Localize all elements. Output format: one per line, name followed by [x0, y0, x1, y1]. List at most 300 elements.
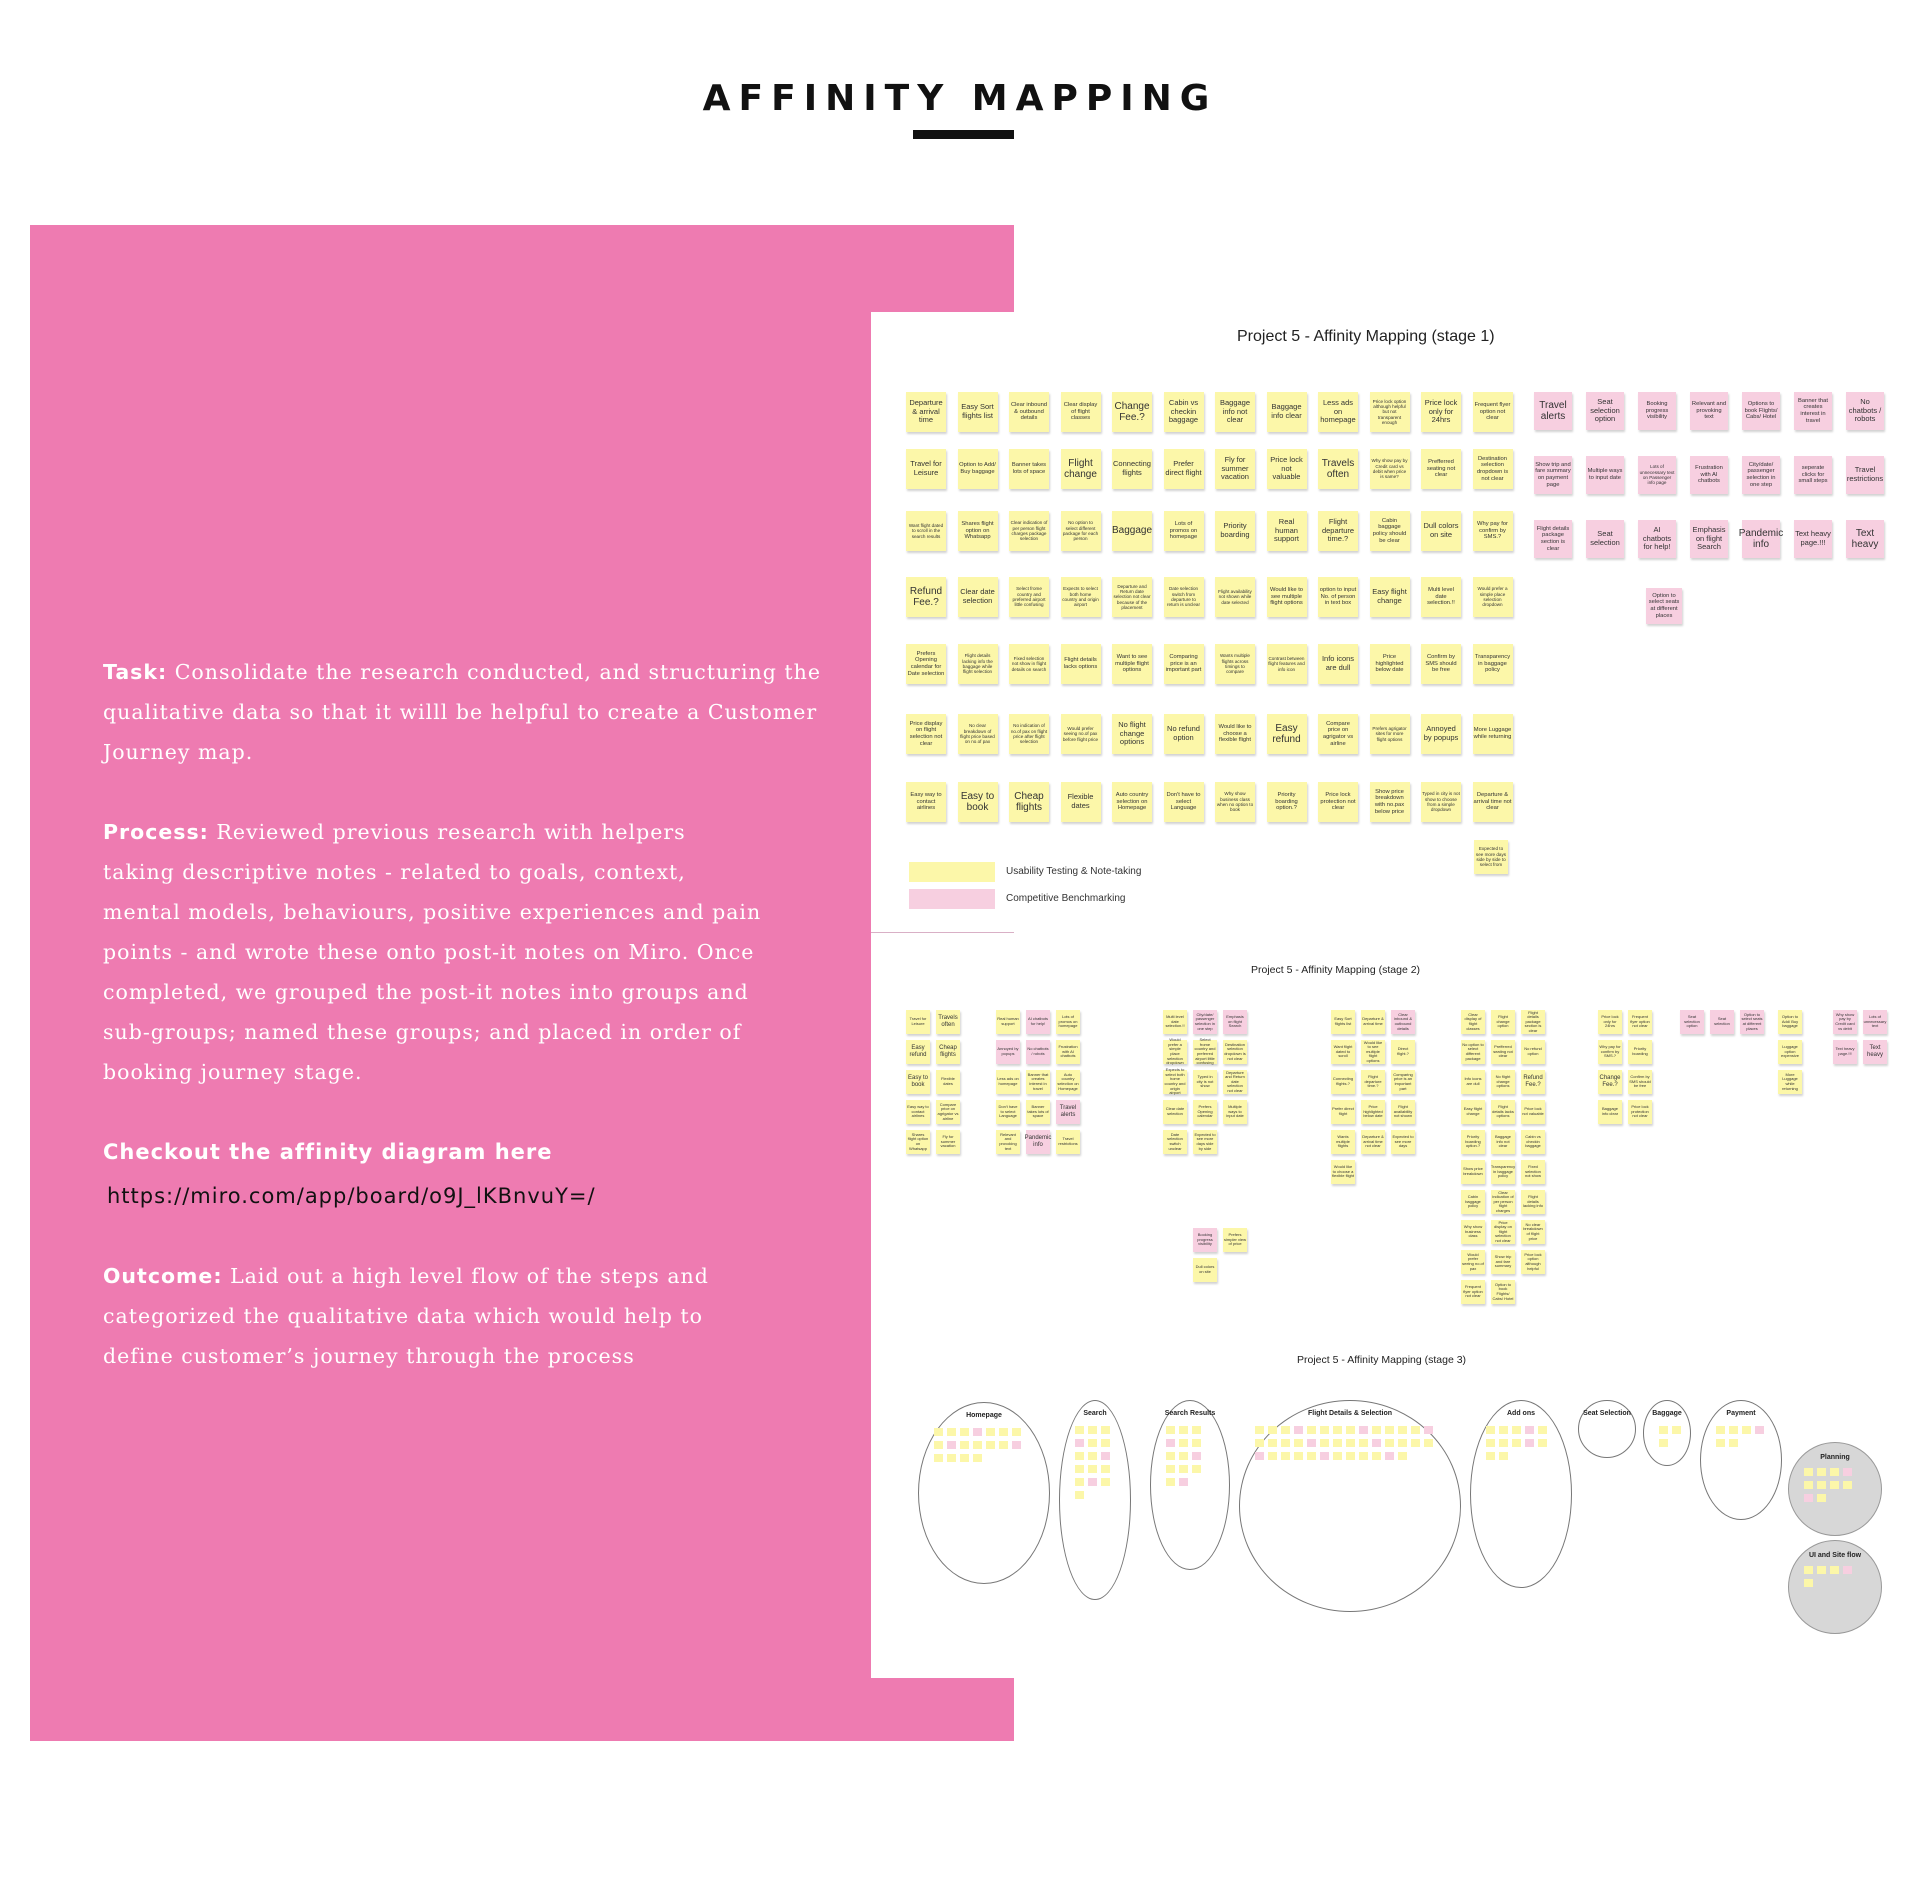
pink-sticky-note: Text heavy page.!!! [1794, 520, 1832, 558]
mini-sticky-note [1320, 1439, 1329, 1447]
yellow-sticky-note: Expected to see more days [1391, 1130, 1415, 1154]
yellow-sticky-note: Would like to choose a flexible flight [1331, 1160, 1355, 1184]
yellow-sticky-note: Clear indication of per person flight charges package selection [1009, 511, 1049, 551]
pink-sticky-note: Frustration with AI chatbots [1690, 456, 1728, 494]
yellow-sticky-note: option to input No. of person in text box [1318, 577, 1358, 617]
yellow-sticky-note: Departure & arrival time not clear [1473, 782, 1513, 822]
yellow-sticky-note: Flight availability not shown while date selected [1215, 577, 1255, 617]
yellow-sticky-note: Priority boarding option.? [1267, 782, 1307, 822]
yellow-sticky-note: Less ads on homepage [996, 1070, 1020, 1094]
yellow-sticky-note: Select frome country and preferred airport little confusing [1194, 1037, 1216, 1066]
pink-sticky-note: No chatbots / robots [1846, 392, 1884, 430]
yellow-sticky-note: Would like to see multiple flight options [1361, 1040, 1385, 1064]
yellow-sticky-note: Price lock only for 24hrs [1598, 1010, 1622, 1034]
mini-sticky-note [1281, 1426, 1290, 1434]
mini-sticky-note [973, 1441, 982, 1449]
yellow-sticky-note: Frequent flyer option not clear [1461, 1280, 1485, 1304]
yellow-sticky-note: Flexible dates [936, 1070, 960, 1094]
yellow-sticky-note: Departure & arrival time not clear [1361, 1130, 1385, 1154]
pink-sticky-note: Option to select seats at different places [1646, 588, 1682, 624]
yellow-sticky-note: Baggage info clear [1598, 1100, 1622, 1124]
mini-sticky-note [1268, 1452, 1277, 1460]
yellow-sticky-note: Travel for Leisure [906, 449, 946, 489]
mini-sticky-note [1179, 1426, 1188, 1434]
yellow-sticky-note: Easy way to contact airlines [906, 1100, 930, 1124]
yellow-sticky-note: Show price breakdown with no.pax below price [1370, 782, 1410, 822]
yellow-sticky-note: Price lock option although helpful [1521, 1250, 1545, 1274]
stage3-title: Project 5 - Affinity Mapping (stage 3) [1297, 1354, 1467, 1366]
yellow-sticky-note: Easy flight change [1370, 577, 1410, 617]
pink-sticky-note: Pandemic info [1026, 1130, 1050, 1154]
yellow-sticky-note: Frequent flyer option not clear [1473, 392, 1513, 432]
yellow-sticky-note: Expects to select both home country and origin airport [1164, 1067, 1186, 1096]
yellow-sticky-note: Easy to book [958, 782, 998, 822]
yellow-sticky-note: Expects to select both home country and origin airport [1061, 577, 1101, 617]
yellow-sticky-note: Want to see multiple flight options [1112, 644, 1152, 684]
mini-sticky-note [947, 1428, 956, 1436]
pink-sticky-note: City/date/ passenger selection in one step [1742, 456, 1780, 494]
mini-sticky-note [1359, 1426, 1368, 1434]
outcome-text: Laid out a high level flow of the steps and categorized the qualitative data which would help to define customer’s journey through the process [103, 1264, 709, 1368]
yellow-sticky-note: Why show business class [1461, 1220, 1485, 1244]
legend-label-pink: Competitive Benchmarking [1006, 893, 1126, 904]
yellow-sticky-note: Change Fee.? [1112, 392, 1152, 432]
yellow-sticky-note: Departure and Return date selection not clear [1223, 1070, 1247, 1094]
yellow-sticky-note: Travel for Leisure [906, 1010, 930, 1034]
yellow-sticky-note: Info icons are dull [1318, 644, 1358, 684]
yellow-sticky-note: No flight change options [1112, 714, 1152, 754]
yellow-sticky-note: No refund option [1521, 1040, 1545, 1064]
yellow-sticky-note: Cabin baggage policy should be clear [1370, 511, 1410, 551]
yellow-sticky-note: Fixed selection not show in flight details on search [1009, 644, 1049, 684]
mini-sticky-note [1486, 1439, 1495, 1447]
cluster-label: Homepage [966, 1412, 1002, 1419]
pink-sticky-note: Seat selection [1710, 1010, 1734, 1034]
mini-sticky-note [1088, 1426, 1097, 1434]
yellow-sticky-note: Transparency in baggage policy [1491, 1160, 1515, 1184]
yellow-sticky-note: Typed in city is not show [1193, 1070, 1217, 1094]
mini-sticky-note [1817, 1566, 1826, 1574]
cluster-label: Add ons [1507, 1410, 1535, 1417]
mini-sticky-note [1179, 1452, 1188, 1460]
yellow-sticky-note: Cheap flights [936, 1040, 960, 1064]
pink-sticky-note: Multiple ways to input date [1586, 456, 1624, 494]
mini-sticky-note [1012, 1441, 1021, 1449]
mini-sticky-note [1716, 1439, 1725, 1447]
yellow-sticky-note: Confirm by SMS should be free [1421, 644, 1461, 684]
yellow-sticky-note: Why pay for confirm by SMS.? [1598, 1040, 1622, 1064]
mini-sticky-note [1166, 1452, 1175, 1460]
mini-sticky-note [1255, 1439, 1264, 1447]
yellow-sticky-note: Info icons are dull [1461, 1070, 1485, 1094]
yellow-sticky-note: Compare price on agrigator vs airline [1318, 714, 1358, 754]
mini-sticky-note [1320, 1452, 1329, 1460]
yellow-sticky-note: Prefers agrigator sites for more flight options [1370, 714, 1410, 754]
yellow-sticky-note: No indication of no.of pax on flight price after flight selection [1009, 714, 1049, 754]
yellow-sticky-note: Shares flight option on Whatsapp [906, 1130, 930, 1154]
mini-sticky-note [1088, 1465, 1097, 1473]
yellow-sticky-note: Price display on flight selection not clear [1491, 1220, 1515, 1244]
mini-sticky-note [1088, 1452, 1097, 1460]
mini-sticky-note [1166, 1478, 1175, 1486]
yellow-sticky-note: Flight details lacks options [1061, 644, 1101, 684]
yellow-sticky-note: Price lock protection not clear [1628, 1100, 1652, 1124]
yellow-sticky-note: Frequent flyer option not clear [1628, 1010, 1652, 1034]
yellow-sticky-note: More Luggage while returning [1778, 1070, 1802, 1094]
mini-sticky-note [960, 1428, 969, 1436]
mini-sticky-note [1830, 1481, 1839, 1489]
yellow-sticky-note: Easy Sort flights list [958, 392, 998, 432]
yellow-sticky-note: No refund option [1164, 714, 1204, 754]
outcome-label: Outcome: [103, 1264, 223, 1288]
yellow-sticky-note: Prefers simpler view of price [1223, 1228, 1247, 1252]
mini-sticky-note [1268, 1439, 1277, 1447]
legend-swatch-pink [909, 889, 995, 909]
yellow-sticky-note: Prefer direct flight [1331, 1100, 1355, 1124]
yellow-sticky-note: Prefferred seating not clear [1491, 1040, 1515, 1064]
yellow-sticky-note: Easy to book [906, 1070, 930, 1094]
yellow-sticky-note: Clear date selection [958, 577, 998, 617]
mini-sticky-note [1359, 1452, 1368, 1460]
outcome-paragraph [103, 1256, 743, 1376]
mini-sticky-note [973, 1454, 982, 1462]
mini-sticky-note [1372, 1426, 1381, 1434]
pink-sticky-note: Show trip and fare summary on payment page [1534, 456, 1572, 494]
yellow-sticky-note: Want flight dated to scroll [1331, 1040, 1355, 1064]
yellow-sticky-note: Cabin vs checkin baggage [1521, 1130, 1545, 1154]
task-text: Consolidate the research conducted, and structuring the qualitative data so that it willl be helpful to create a Customer Journey map. [103, 660, 821, 764]
yellow-sticky-note: Prefers Opening calendar [1193, 1100, 1217, 1124]
yellow-sticky-note: Comparing price is an important part [1391, 1070, 1415, 1094]
mini-sticky-note [1398, 1426, 1407, 1434]
mini-sticky-note [1192, 1439, 1201, 1447]
yellow-sticky-note: Multi level date selection.!! [1421, 577, 1461, 617]
yellow-sticky-note: Relevant and provoking text [996, 1130, 1020, 1154]
yellow-sticky-note: Price lock option although helpful but not transparent enough [1370, 392, 1410, 432]
pink-sticky-note: Clear inbound & outbound details [1391, 1010, 1415, 1034]
mini-sticky-note [1294, 1426, 1303, 1434]
mini-sticky-note [1359, 1439, 1368, 1447]
mini-sticky-note [960, 1441, 969, 1449]
mini-sticky-note [1307, 1452, 1316, 1460]
mini-sticky-note [1372, 1439, 1381, 1447]
yellow-sticky-note: Baggage [1112, 511, 1152, 551]
yellow-sticky-note: No option to select different package for each person [1061, 511, 1101, 551]
yellow-sticky-note: Why pay for confirm by SMS.? [1473, 511, 1513, 551]
yellow-sticky-note: Multiple ways to input date [1223, 1100, 1247, 1124]
process-paragraph [103, 812, 763, 1092]
cluster-label: Payment [1726, 1410, 1756, 1417]
task-paragraph [103, 652, 843, 772]
mini-sticky-note [1075, 1426, 1084, 1434]
mini-sticky-note [1817, 1494, 1826, 1502]
pink-sticky-note: Booking progress visibility [1193, 1228, 1217, 1252]
yellow-sticky-note: Baggage info not clear [1215, 392, 1255, 432]
yellow-sticky-note: More Luggage while returning [1473, 714, 1513, 754]
mini-sticky-note [1499, 1452, 1508, 1460]
yellow-sticky-note: Clear inbound & outbound details [1009, 392, 1049, 432]
yellow-sticky-note: Cabin vs checkin baggage [1164, 392, 1204, 432]
miro-board-link[interactable]: https://miro.com/app/board/o9J_lKBnvuY=/ [107, 1184, 596, 1208]
yellow-sticky-note: Priority boarding [1215, 511, 1255, 551]
yellow-sticky-note: Price lock protection not clear [1318, 782, 1358, 822]
mini-sticky-note [1166, 1426, 1175, 1434]
mini-sticky-note [1499, 1439, 1508, 1447]
yellow-sticky-note: Clear indication of per person flight charges [1492, 1189, 1514, 1213]
mini-sticky-note [934, 1454, 943, 1462]
mini-sticky-note [1659, 1426, 1668, 1434]
yellow-sticky-note: Prefers Opening calendar for Date selection [906, 644, 946, 684]
mini-sticky-note [1538, 1439, 1547, 1447]
mini-sticky-note [1817, 1481, 1826, 1489]
mini-sticky-note [1804, 1468, 1813, 1476]
mini-sticky-note [1830, 1468, 1839, 1476]
mini-sticky-note [1294, 1452, 1303, 1460]
pink-sticky-note: Seat selection option [1680, 1010, 1704, 1034]
cluster-label: Baggage [1652, 1410, 1682, 1417]
mini-sticky-note [1255, 1426, 1264, 1434]
yellow-sticky-note: Don't have to select Language [996, 1100, 1020, 1124]
pink-sticky-note: Seat selection [1586, 520, 1624, 558]
mini-sticky-note [947, 1454, 956, 1462]
mini-sticky-note [1411, 1426, 1420, 1434]
yellow-sticky-note: Shares flight option on Whatsapp [958, 511, 998, 551]
mini-sticky-note [1088, 1439, 1097, 1447]
pink-sticky-note: Text heavy [1863, 1040, 1887, 1064]
cluster-label: Seat Selection [1583, 1410, 1631, 1417]
mini-sticky-note [973, 1428, 982, 1436]
task-label: Task: [103, 660, 168, 684]
pink-sticky-note: Options to book Flights/ Cabs/ Hotel [1742, 392, 1780, 430]
yellow-sticky-note: No clear breakdown of flight price [1521, 1220, 1545, 1244]
mini-sticky-note [1804, 1566, 1813, 1574]
pink-sticky-note: Travel alerts [1534, 392, 1572, 430]
yellow-sticky-note: Easy refund [1267, 714, 1307, 754]
pink-sticky-note: Banner that creates interest in travel [1794, 392, 1832, 430]
yellow-sticky-note: Expected to see more days side by side [1193, 1130, 1217, 1154]
mini-sticky-note [1088, 1478, 1097, 1486]
cluster-label: Flight Details & Selection [1307, 1410, 1392, 1417]
mini-sticky-note [1804, 1494, 1813, 1502]
mini-sticky-note [1179, 1465, 1188, 1473]
mini-sticky-note [1729, 1439, 1738, 1447]
yellow-sticky-note: Change Fee.? [1598, 1070, 1622, 1094]
mini-sticky-note [1512, 1426, 1521, 1434]
yellow-sticky-note: Priority boarding [1628, 1040, 1652, 1064]
mini-sticky-note [1075, 1465, 1084, 1473]
yellow-sticky-note: Travels often [1318, 449, 1358, 489]
yellow-sticky-note: No option to select different package [1461, 1040, 1485, 1064]
yellow-sticky-note: Annoyed by popups [1421, 714, 1461, 754]
pink-sticky-note: Travel restrictions [1846, 456, 1884, 494]
yellow-sticky-note: Why show pay by Credit card vs debit when price is same? [1370, 449, 1410, 489]
yellow-sticky-note: Prefferred seating not clear [1421, 449, 1461, 489]
yellow-sticky-note: Confirm by SMS should be free [1628, 1070, 1652, 1094]
yellow-sticky-note: Dull colors on site [1421, 511, 1461, 551]
yellow-sticky-note: Contrast between flight features and info icon [1267, 644, 1307, 684]
yellow-sticky-note: Easy way to contact airlines [906, 782, 946, 822]
mini-sticky-note [960, 1454, 969, 1462]
mini-sticky-note [1672, 1426, 1681, 1434]
mini-sticky-note [1075, 1439, 1084, 1447]
mini-sticky-note [1398, 1452, 1407, 1460]
yellow-sticky-note: Lots of promos on homepage [1056, 1010, 1080, 1034]
mini-sticky-note [1179, 1439, 1188, 1447]
mini-sticky-note [1716, 1426, 1725, 1434]
process-text: Reviewed previous research with helpers taking descriptive notes - related to goals, context, mental models, behaviours, positive experiences and pain points - and wrote these onto post-it notes on Miro. Once completed, we grouped the post-it notes into groups and sub-groups; named these groups; and placed in order of booking journey stage. [103, 820, 762, 1084]
yellow-sticky-note: Date selection switch unclear [1163, 1130, 1187, 1154]
yellow-sticky-note: Destination selection dropdown is not clear [1473, 449, 1513, 489]
yellow-sticky-note: Destination selection dropdown is not clear [1223, 1040, 1247, 1064]
mini-sticky-note [1012, 1428, 1021, 1436]
yellow-sticky-note: Less ads on homepage [1318, 392, 1358, 432]
yellow-sticky-note: Departure & arrival time [906, 392, 946, 432]
yellow-sticky-note: Priority boarding option.? [1461, 1130, 1485, 1154]
mini-sticky-note [1817, 1468, 1826, 1476]
mini-sticky-note [1307, 1439, 1316, 1447]
mini-sticky-note [1166, 1465, 1175, 1473]
mini-sticky-note [1385, 1452, 1394, 1460]
mini-sticky-note [1075, 1452, 1084, 1460]
mini-sticky-note [1499, 1426, 1508, 1434]
mini-sticky-note [1385, 1426, 1394, 1434]
yellow-sticky-note: Cheap flights [1009, 782, 1049, 822]
mini-sticky-note [1411, 1439, 1420, 1447]
pink-sticky-note: Why show pay by Credit card vs debit [1833, 1010, 1857, 1034]
yellow-sticky-note: Typed in city is not show to choose from a simple dropdown [1421, 782, 1461, 822]
pink-sticky-note: City/date/ passenger selection in one step [1193, 1010, 1217, 1034]
mini-sticky-note [1843, 1468, 1852, 1476]
mini-sticky-note [1346, 1439, 1355, 1447]
yellow-sticky-note: Flight details package section is clear [1521, 1010, 1545, 1034]
pink-sticky-note: Emphasis on flight Search [1223, 1010, 1247, 1034]
yellow-sticky-note: Transparency in baggage policy [1473, 644, 1513, 684]
yellow-sticky-note: Direct flight.? [1391, 1040, 1415, 1064]
yellow-sticky-note: Flight details lacking info [1521, 1190, 1545, 1214]
mini-sticky-note [1830, 1566, 1839, 1574]
legend-label-yellow: Usability Testing & Note-taking [1006, 866, 1142, 877]
yellow-sticky-note: Would prefer a simple place selection dropdown [1473, 577, 1513, 617]
mini-sticky-note [1372, 1452, 1381, 1460]
pink-sticky-note: Lots of unnecessary text on Passenger info page [1638, 456, 1676, 494]
yellow-sticky-note: Luggage option expensive [1778, 1040, 1802, 1064]
link-paragraph [103, 1132, 843, 1172]
yellow-sticky-note: Departure and Return date selection not clear because of the placement [1112, 577, 1152, 617]
pink-sticky-note: Booking progress visibility [1638, 392, 1676, 430]
yellow-sticky-note: Easy Sort flights list [1331, 1010, 1355, 1034]
pink-sticky-note: Pandemic info [1742, 520, 1780, 558]
pink-sticky-note: Text heavy page.!!! [1833, 1040, 1857, 1064]
process-label: Process: [103, 820, 209, 844]
yellow-sticky-note: Comparing price is an important part [1164, 644, 1204, 684]
mini-sticky-note [1268, 1426, 1277, 1434]
cluster-label: UI and Site flow [1808, 1552, 1862, 1559]
pink-sticky-note: AI chatbots for help! [1026, 1010, 1050, 1034]
yellow-sticky-note: Flight change [1061, 449, 1101, 489]
yellow-sticky-note: Clear display of flight classes [1061, 392, 1101, 432]
yellow-sticky-note: Would prefer a simple place selection dropdown [1163, 1040, 1187, 1064]
yellow-sticky-note: Easy refund [906, 1040, 930, 1064]
mini-sticky-note [1333, 1439, 1342, 1447]
mini-sticky-note [1424, 1439, 1433, 1447]
mini-sticky-note [1281, 1439, 1290, 1447]
mini-sticky-note [986, 1428, 995, 1436]
mini-sticky-note [1346, 1452, 1355, 1460]
cluster-label: Planning [1820, 1454, 1850, 1461]
pink-sticky-note: Flight details package section is clear [1534, 520, 1572, 558]
mini-sticky-note [1525, 1439, 1534, 1447]
pink-sticky-note: Relevant and provoking text [1690, 392, 1728, 430]
yellow-sticky-note: No flight change options [1491, 1070, 1515, 1094]
mini-sticky-note [1742, 1426, 1751, 1434]
pink-sticky-note: Option to select seats at different places [1740, 1010, 1764, 1034]
yellow-sticky-note: Expected to see more days side by side to select from [1474, 840, 1508, 874]
yellow-sticky-note: Option to book Flights/ Cabs/ Hotel [1491, 1280, 1515, 1304]
pink-sticky-note: Lots of unnecessary text [1863, 1010, 1887, 1034]
mini-sticky-note [1075, 1478, 1084, 1486]
yellow-sticky-note: Price lock only for 24hrs [1421, 392, 1461, 432]
yellow-sticky-note: Travels often [936, 1010, 960, 1034]
mini-sticky-note [999, 1441, 1008, 1449]
mini-sticky-note [1512, 1439, 1521, 1447]
pink-sticky-note: Text heavy [1846, 520, 1884, 558]
yellow-sticky-note: Would prefer seeing no.of pax [1461, 1250, 1485, 1274]
link-heading: Checkout the affinity diagram here [103, 1140, 553, 1164]
yellow-sticky-note: Select frome country and preferred airport little confusing [1009, 577, 1049, 617]
mini-sticky-note [947, 1441, 956, 1449]
yellow-sticky-note: Why show business class when no option to book [1215, 782, 1255, 822]
pink-sticky-note: Seat selection option [1586, 392, 1624, 430]
yellow-sticky-note: Would like to choose a flexible flight [1215, 714, 1255, 754]
yellow-sticky-note: Show price breakdown [1461, 1160, 1485, 1184]
yellow-sticky-note: Refund Fee.? [1521, 1070, 1545, 1094]
pink-sticky-note: Travel alerts [1056, 1100, 1080, 1124]
pink-sticky-note: No chatbots / robots [1026, 1040, 1050, 1064]
mini-sticky-note [1179, 1478, 1188, 1486]
yellow-sticky-note: Baggage info not clear [1491, 1130, 1515, 1154]
yellow-sticky-note: No clear breakdown of flight price based on no.of pax [958, 714, 998, 754]
yellow-sticky-note: Wants multiple flights [1331, 1130, 1355, 1154]
description-text [103, 652, 843, 1376]
pink-sticky-note: seperate clicks for small steps [1794, 456, 1832, 494]
yellow-sticky-note: Lots of promos on homepage [1164, 511, 1204, 551]
yellow-sticky-note: Flight departure time.? [1318, 511, 1358, 551]
yellow-sticky-note: Price lock not valuable [1521, 1100, 1545, 1124]
cluster-label: Search Results [1164, 1410, 1216, 1417]
yellow-sticky-note: Price highlighted below date [1370, 644, 1410, 684]
mini-sticky-note [986, 1441, 995, 1449]
yellow-sticky-note: Prefer direct flight [1164, 449, 1204, 489]
yellow-sticky-note: Want flight dated to scroll in the search results [906, 511, 946, 551]
yellow-sticky-note: Fly for summer vacation [1215, 449, 1255, 489]
yellow-sticky-note: Cabin baggage policy [1461, 1190, 1485, 1214]
cluster-search-results [1150, 1400, 1230, 1570]
mini-sticky-note [1755, 1426, 1764, 1434]
pink-sticky-note: Annoyed by popups [996, 1040, 1020, 1064]
mini-sticky-note [1525, 1426, 1534, 1434]
mini-sticky-note [1192, 1465, 1201, 1473]
yellow-sticky-note: Date selection switch from departure to return is unclear [1164, 577, 1204, 617]
yellow-sticky-note: Real human support [1267, 511, 1307, 551]
mini-sticky-note [1075, 1491, 1084, 1499]
yellow-sticky-note: Show trip and fare summary [1491, 1250, 1515, 1274]
yellow-sticky-note: Would prefer seeing no.of pax before flight price [1061, 714, 1101, 754]
mini-sticky-note [1294, 1439, 1303, 1447]
yellow-sticky-note: Easy flight change [1461, 1100, 1485, 1124]
mini-sticky-note [1255, 1452, 1264, 1460]
page-title: AFFINITY MAPPING [702, 78, 1218, 119]
mini-sticky-note [1101, 1465, 1110, 1473]
